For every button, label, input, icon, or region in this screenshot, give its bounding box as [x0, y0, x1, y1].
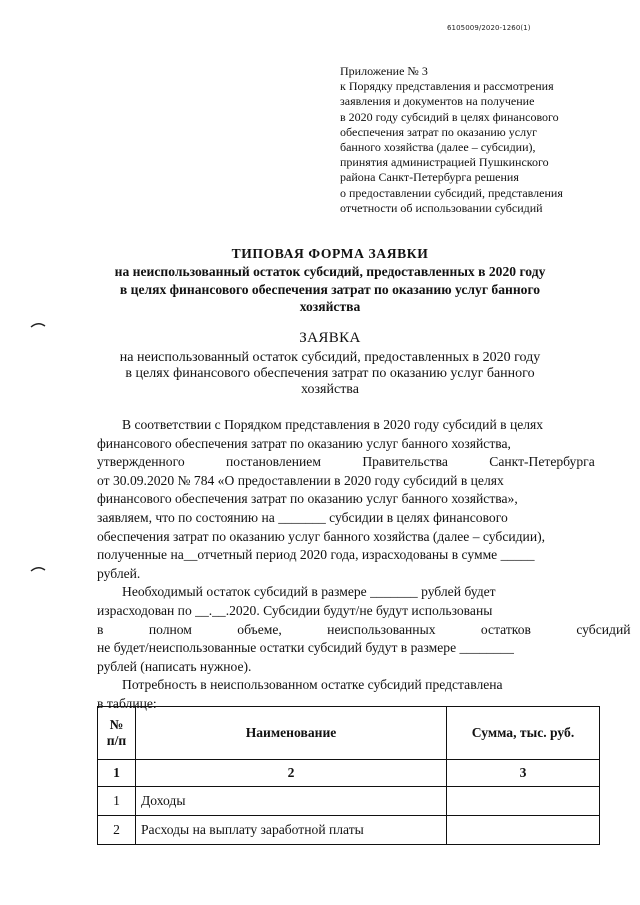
paragraph-line: обеспечения затрат по оказанию услуг банного хозяйства (далее – субсидии),	[97, 528, 546, 544]
request-heading: ЗАЯВКА	[299, 330, 361, 346]
paragraph-line: не будет/неиспользованные остатки субсидий будут в размере ________	[97, 640, 514, 656]
margin-mark	[30, 322, 46, 328]
appendix-line: обеспечения затрат по оказанию услуг	[340, 124, 537, 139]
margin-mark	[30, 566, 46, 572]
paragraph-line: финансового обеспечения затрат по оказанию услуг банного хозяйства,	[97, 435, 511, 451]
table-numbering-row	[98, 760, 600, 787]
row-name: Доходы	[136, 787, 447, 816]
appendix-line: района Санкт-Петербурга решения	[340, 170, 519, 185]
paragraph-line: рублей.	[97, 565, 141, 581]
row-name: Расходы на выплату заработной платы	[136, 816, 447, 845]
paragraph-line: полученные на__отчетный период 2020 года, израсходованы в сумме _____	[97, 547, 535, 563]
paragraph-line: в таблице:	[97, 695, 157, 711]
paragraph-line: Потребность в неиспользованном остатке субсидий представлена	[122, 677, 503, 693]
column-number: 1	[98, 760, 136, 787]
request-subtitle-line: в целях финансового обеспечения затрат по оказанию услуг банного	[125, 366, 535, 381]
expense-table	[97, 706, 600, 845]
form-title-line: хозяйства	[299, 299, 361, 315]
appendix-block	[340, 64, 610, 216]
table-row	[98, 787, 600, 816]
request-subtitle-line: на неиспользованный остаток субсидий, предоставленных в 2020 году	[119, 350, 541, 365]
paragraph-line: израсходован по __.__.2020. Субсидии будут/не будут использованы	[97, 602, 493, 618]
form-title	[70, 245, 590, 316]
row-number: 2	[98, 816, 136, 845]
appendix-line: Приложение № 3	[340, 64, 428, 78]
appendix-line: принятия администрацией Пушкинского	[340, 155, 549, 170]
request-subtitle-line: хозяйства	[301, 382, 359, 397]
paragraph-line: в полном объеме, неиспользованных остатков субсидий	[97, 621, 631, 637]
appendix-line: отчетности об использовании субсидий	[340, 200, 543, 215]
appendix-line: к Порядку представления и рассмотрения	[340, 79, 554, 94]
appendix-line: заявления и документов на получение	[340, 94, 535, 109]
column-header-number: № п/п	[98, 707, 136, 760]
paragraph-line: финансового обеспечения затрат по оказанию услуг банного хозяйства»,	[97, 491, 518, 507]
appendix-line: в 2020 году субсидий в целях финансового	[340, 109, 559, 124]
column-number: 2	[136, 760, 447, 787]
form-title-line: на неиспользованный остаток субсидий, предоставленных в 2020 году	[114, 263, 546, 279]
row-number: 1	[98, 787, 136, 816]
form-title-line: в целях финансового обеспечения затрат по оказанию услуг банного	[119, 281, 541, 297]
column-header-sum: Сумма, тыс. руб.	[447, 707, 600, 760]
request-heading-block	[70, 330, 590, 398]
table-header-row	[98, 707, 600, 760]
column-header-name: Наименование	[136, 707, 447, 760]
paragraph-line: заявляем, что по состоянию на _______ субсидии в целях финансового	[97, 509, 508, 525]
paragraph-line: Необходимый остаток субсидий в размере _______ рублей будет	[122, 584, 496, 600]
paragraph-line: В соответствии с Порядком представления в 2020 году субсидий в целях	[122, 417, 544, 432]
paragraph-line: от 30.09.2020 № 784 «О предоставлении в 2020 году субсидий в целях	[97, 472, 504, 488]
row-sum	[447, 816, 600, 845]
appendix-line: банного хозяйства (далее – субсидии),	[340, 140, 536, 155]
table-row	[98, 816, 600, 845]
paragraph-line: утвержденного постановлением Правительства Санкт-Петербурга	[97, 454, 595, 470]
form-title-heading: ТИПОВАЯ ФОРМА ЗАЯВКИ	[231, 246, 429, 261]
paragraph-line: рублей (написать нужное).	[97, 658, 252, 674]
appendix-line: о предоставлении субсидий, представления	[340, 185, 563, 200]
column-number: 3	[447, 760, 600, 787]
document-id: 6105009/2020-1260(1)	[447, 24, 531, 32]
request-body	[97, 416, 631, 714]
row-sum	[447, 787, 600, 816]
